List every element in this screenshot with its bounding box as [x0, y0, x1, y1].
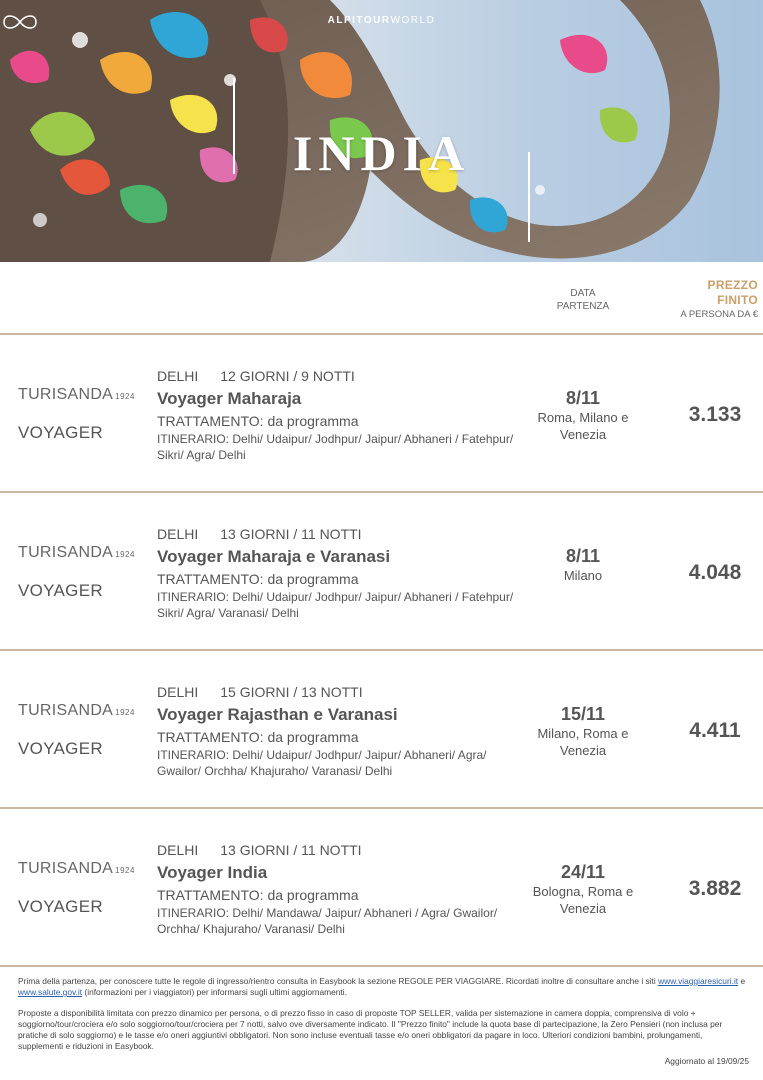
voyager-logo: VOYAGER — [18, 739, 103, 758]
departure-date: 15/11 — [560, 704, 606, 724]
departure-city: Milano, Roma e Venezia — [537, 726, 629, 758]
header-date-line2: PARTENZA — [556, 301, 610, 312]
trip-info — [157, 683, 522, 779]
trip-departure — [522, 387, 644, 443]
trip-departure — [522, 703, 644, 759]
trip-info — [157, 525, 522, 621]
trip-row — [0, 809, 763, 965]
turisanda-logo: TURISANDA 1924 — [18, 544, 135, 561]
trip-price: 4.048 — [688, 561, 742, 584]
turisanda-logo: TURISANDA 1924 — [18, 860, 135, 877]
trip-title: Voyager Rajasthan e Varanasi — [157, 705, 398, 724]
infinity-icon — [0, 14, 40, 30]
header-price-line2: FINITO — [717, 293, 758, 307]
trip-price: 4.411 — [689, 719, 741, 742]
trip-departure — [522, 545, 644, 584]
trip-row — [0, 335, 763, 491]
departure-city: Bologna, Roma e Venezia — [532, 884, 634, 916]
updated-date: Aggiornato al 19/09/25 — [664, 1056, 749, 1066]
footer-notice — [18, 976, 748, 998]
header-price-line1: PREZZO — [707, 278, 758, 292]
page-title: INDIA — [292, 125, 471, 181]
footer-text: e — [740, 976, 746, 986]
hero-banner — [0, 0, 763, 262]
departure-date: 24/11 — [560, 862, 606, 882]
header-price — [650, 278, 758, 321]
departure-date: 8/11 — [565, 388, 601, 408]
trip-itinerary: ITINERARIO: Delhi/ Udaipur/ Jodhpur/ Jaipur/ Abhaneri/ Agra/ Gwailor/ Orchha/ Khajuraho/ Varanasi/ Delhi — [157, 748, 487, 778]
trip-title: Voyager Maharaja e Varanasi — [157, 547, 391, 566]
trip-departure — [522, 861, 644, 917]
brand-logo — [0, 14, 763, 26]
trip-treatment: TRATTAMENTO: da programma — [157, 413, 359, 429]
link-salute[interactable]: www.salute.gov.it — [18, 987, 83, 997]
departure-date: 8/11 — [565, 546, 601, 566]
divider — [0, 965, 763, 967]
trip-title: Voyager Maharaja — [157, 389, 302, 408]
turisanda-logo: TURISANDA 1924 — [18, 702, 135, 719]
turisanda-logo: TURISANDA 1924 — [18, 386, 135, 403]
header-date-line1: DATA — [570, 288, 596, 299]
trip-origin: DELHI 13 GIORNI / 11 NOTTI — [157, 526, 362, 542]
link-viaggiaresicuri[interactable]: www.viaggiaresicuri.it — [658, 976, 739, 986]
trip-itinerary: ITINERARIO: Delhi/ Udaipur/ Jodhpur/ Jaipur/ Abhaneri / Fatehpur/ Sikri/ Agra/ Delhi — [157, 432, 514, 462]
header-date — [548, 287, 618, 313]
header-price-line3: A PERSONA DA € — [680, 309, 758, 320]
trip-treatment: TRATTAMENTO: da programma — [157, 887, 359, 903]
footer-text: Prima della partenza, per conoscere tutte le regole di ingresso/rientro consulta in Easybook la sezione REGOLE PER VIAGGIARE. Ricordati inoltre di consultare anche i siti — [18, 976, 656, 986]
trip-price: 3.133 — [688, 403, 742, 426]
trip-itinerary: ITINERARIO: Delhi/ Udaipur/ Jodhpur/ Jaipur/ Abhaneri / Fatehpur/ Sikri/ Agra/ Varanasi/ Delhi — [157, 590, 514, 620]
trip-title: Voyager India — [157, 863, 268, 882]
footer-terms: Proposte a disponibilità limitata con prezzo dinamico per persona, o di prezzo fisso in caso di proposte TOP SELLER, valida per sistemazione in camera doppia, comprensiva di volo + soggiorno/tour/crociera e/o solo soggiorno/tour/crociera per 7 notti, salvo ove diversamente indicato. Il "Prezzo finito" include la quota base di partecipazione, la Zero Pensieri (non inclusa per pratiche di solo soggiorno) e le tasse e/o oneri aggiuntivi obbligatori. Non sono incluse eventuali tasse e/o oneri obbligatori da pagare in loco. Ulteriori condizioni bambini, prolungamenti, supplementi e riduzioni in Easybook. — [18, 1008, 723, 1051]
trip-row — [0, 493, 763, 649]
trip-info — [157, 841, 522, 937]
trip-treatment: TRATTAMENTO: da programma — [157, 729, 359, 745]
departure-city: Milano — [563, 568, 603, 583]
trip-treatment: TRATTAMENTO: da programma — [157, 571, 359, 587]
trip-origin: DELHI 13 GIORNI / 11 NOTTI — [157, 842, 362, 858]
trip-row — [0, 651, 763, 807]
trip-info — [157, 367, 522, 463]
departure-city: Roma, Milano e Venezia — [537, 410, 629, 442]
voyager-logo: VOYAGER — [18, 423, 103, 442]
trip-price: 3.882 — [688, 877, 742, 900]
trip-origin: DELHI 15 GIORNI / 13 NOTTI — [157, 684, 363, 700]
trip-origin: DELHI 12 GIORNI / 9 NOTTI — [157, 368, 355, 384]
footer-text: (informazioni per i viaggiatori) per informarsi sugli ultimi aggiornamenti. — [84, 987, 347, 997]
trip-itinerary: ITINERARIO: Delhi/ Mandawa/ Jaipur/ Abhaneri / Agra/ Gwailor/ Orchha/ Khajuraho/ Varanasi/ Delhi — [157, 906, 498, 936]
brand-name: ALPITOURWORLD — [327, 15, 436, 26]
voyager-logo: VOYAGER — [18, 897, 103, 916]
voyager-logo: VOYAGER — [18, 581, 103, 600]
